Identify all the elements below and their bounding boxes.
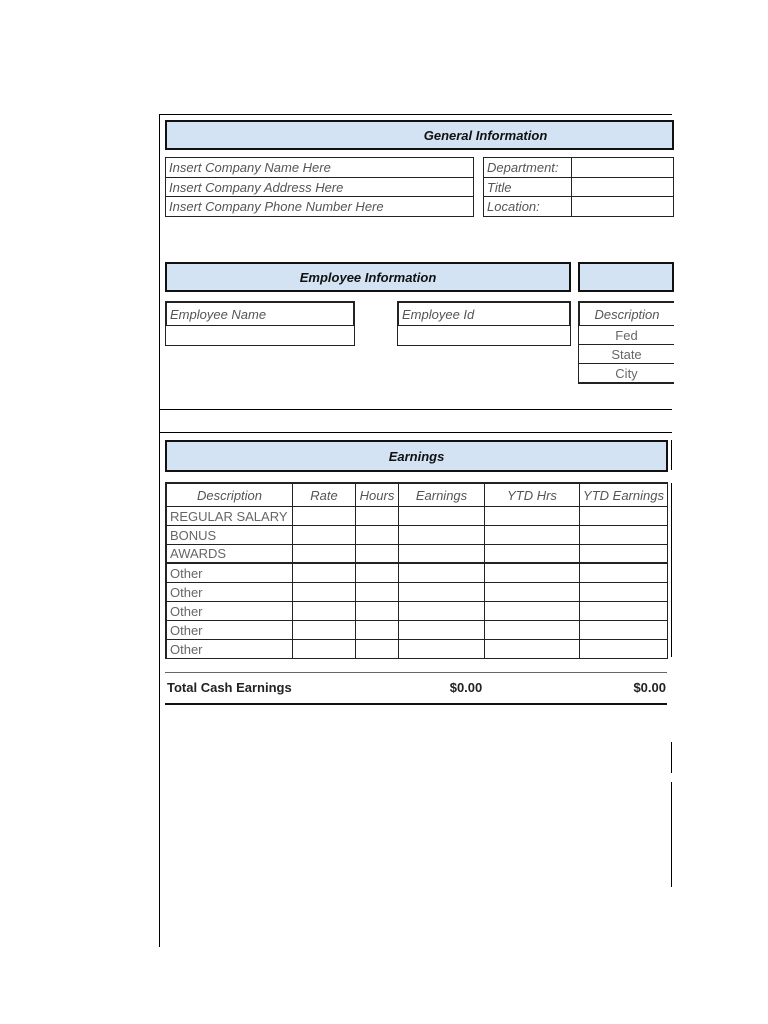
total-bottom-rule bbox=[165, 703, 667, 705]
right-edge-mark-1 bbox=[671, 440, 672, 470]
earnings-cell-rate[interactable] bbox=[292, 582, 356, 602]
general-information-header bbox=[165, 120, 674, 150]
earnings-cell-ytd-hrs[interactable] bbox=[484, 620, 580, 640]
top-section-top-border bbox=[159, 114, 672, 115]
tax-row-state: State bbox=[578, 344, 674, 364]
earnings-cell-hours[interactable] bbox=[355, 544, 399, 564]
earnings-col-header-ytd-earnings: YTD Earnings bbox=[579, 482, 668, 507]
earnings-row-label: Other bbox=[165, 620, 293, 640]
earnings-cell-rate[interactable] bbox=[292, 525, 356, 545]
earnings-cell-ytd-hrs[interactable] bbox=[484, 525, 580, 545]
earnings-cell-earnings[interactable] bbox=[398, 544, 485, 564]
company-address-field[interactable]: Insert Company Address Here bbox=[165, 177, 474, 197]
total-ytd-earnings-value: $0.00 bbox=[633, 680, 666, 695]
location-label: Location: bbox=[483, 196, 572, 217]
earnings-row-label: Other bbox=[165, 601, 293, 621]
earnings-cell-earnings[interactable] bbox=[398, 582, 485, 602]
earnings-cell-ytd-hrs[interactable] bbox=[484, 582, 580, 602]
tax-row-fed: Fed bbox=[578, 325, 674, 345]
company-phone-field[interactable]: Insert Company Phone Number Here bbox=[165, 196, 474, 217]
earnings-cell-ytd-hrs[interactable] bbox=[484, 601, 580, 621]
earnings-cell-ytd-hrs[interactable] bbox=[484, 544, 580, 564]
earnings-row-label: Other bbox=[165, 582, 293, 602]
earnings-cell-hours[interactable] bbox=[355, 601, 399, 621]
earnings-row-label: Other bbox=[165, 563, 293, 583]
right-edge-mark-4 bbox=[671, 782, 672, 887]
total-earnings-value: $0.00 bbox=[449, 680, 483, 695]
earnings-cell-ytd-hrs[interactable] bbox=[484, 506, 580, 526]
earnings-cell-ytd-earnings[interactable] bbox=[579, 506, 668, 526]
earnings-col-header-earnings: Earnings bbox=[398, 482, 485, 507]
employee-id-field[interactable] bbox=[397, 325, 571, 346]
earnings-cell-hours[interactable] bbox=[355, 620, 399, 640]
earnings-cell-ytd-earnings[interactable] bbox=[579, 563, 668, 583]
earnings-cell-ytd-earnings[interactable] bbox=[579, 582, 668, 602]
employee-name-field[interactable] bbox=[165, 325, 355, 346]
earnings-row-label: REGULAR SALARY bbox=[165, 506, 293, 526]
earnings-cell-ytd-hrs[interactable] bbox=[484, 639, 580, 659]
earnings-row-label: BONUS bbox=[165, 525, 293, 545]
earnings-cell-ytd-earnings[interactable] bbox=[579, 525, 668, 545]
earnings-cell-ytd-earnings[interactable] bbox=[579, 620, 668, 640]
earnings-cell-rate[interactable] bbox=[292, 601, 356, 621]
company-name-field[interactable]: Insert Company Name Here bbox=[165, 157, 474, 178]
earnings-cell-hours[interactable] bbox=[355, 639, 399, 659]
earnings-cell-earnings[interactable] bbox=[398, 601, 485, 621]
earnings-cell-earnings[interactable] bbox=[398, 525, 485, 545]
location-field[interactable] bbox=[571, 196, 674, 217]
earnings-row-label: Other bbox=[165, 639, 293, 659]
earnings-cell-earnings[interactable] bbox=[398, 563, 485, 583]
earnings-cell-rate[interactable] bbox=[292, 544, 356, 564]
title-label: Title bbox=[483, 177, 572, 197]
earnings-cell-hours[interactable] bbox=[355, 582, 399, 602]
department-field[interactable] bbox=[571, 157, 674, 178]
earnings-cell-earnings[interactable] bbox=[398, 506, 485, 526]
earnings-header: Earnings bbox=[165, 440, 668, 472]
total-top-rule bbox=[165, 672, 667, 673]
tax-row-city: City bbox=[578, 363, 674, 384]
general-information-title: General Information bbox=[423, 127, 548, 143]
left-frame-border bbox=[159, 114, 160, 947]
earnings-section-top-border bbox=[159, 432, 672, 433]
right-edge-mark-3 bbox=[671, 742, 672, 773]
earnings-cell-hours[interactable] bbox=[355, 525, 399, 545]
total-cash-earnings-label: Total Cash Earnings bbox=[167, 680, 292, 695]
earnings-cell-rate[interactable] bbox=[292, 620, 356, 640]
earnings-cell-earnings[interactable] bbox=[398, 620, 485, 640]
earnings-cell-ytd-earnings[interactable] bbox=[579, 544, 668, 564]
earnings-row-label: AWARDS bbox=[165, 544, 293, 564]
earnings-col-header-ytd-hrs: YTD Hrs bbox=[484, 482, 580, 507]
earnings-col-header-hours: Hours bbox=[355, 482, 399, 507]
tax-section-header bbox=[578, 262, 674, 292]
earnings-cell-ytd-hrs[interactable] bbox=[484, 563, 580, 583]
top-section-bottom-border bbox=[159, 409, 672, 410]
earnings-cell-rate[interactable] bbox=[292, 563, 356, 583]
earnings-cell-ytd-earnings[interactable] bbox=[579, 601, 668, 621]
employee-name-label: Employee Name bbox=[165, 301, 355, 326]
earnings-cell-rate[interactable] bbox=[292, 506, 356, 526]
tax-description-label: Description bbox=[578, 301, 674, 326]
employee-id-label: Employee Id bbox=[397, 301, 571, 326]
title-field[interactable] bbox=[571, 177, 674, 197]
employee-information-header: Employee Information bbox=[165, 262, 571, 292]
earnings-cell-hours[interactable] bbox=[355, 506, 399, 526]
department-label: Department: bbox=[483, 157, 572, 178]
right-edge-mark-2 bbox=[671, 483, 672, 657]
earnings-cell-earnings[interactable] bbox=[398, 639, 485, 659]
earnings-col-header-description: Description bbox=[165, 482, 293, 507]
earnings-cell-ytd-earnings[interactable] bbox=[579, 639, 668, 659]
earnings-col-header-rate: Rate bbox=[292, 482, 356, 507]
earnings-cell-rate[interactable] bbox=[292, 639, 356, 659]
earnings-cell-hours[interactable] bbox=[355, 563, 399, 583]
